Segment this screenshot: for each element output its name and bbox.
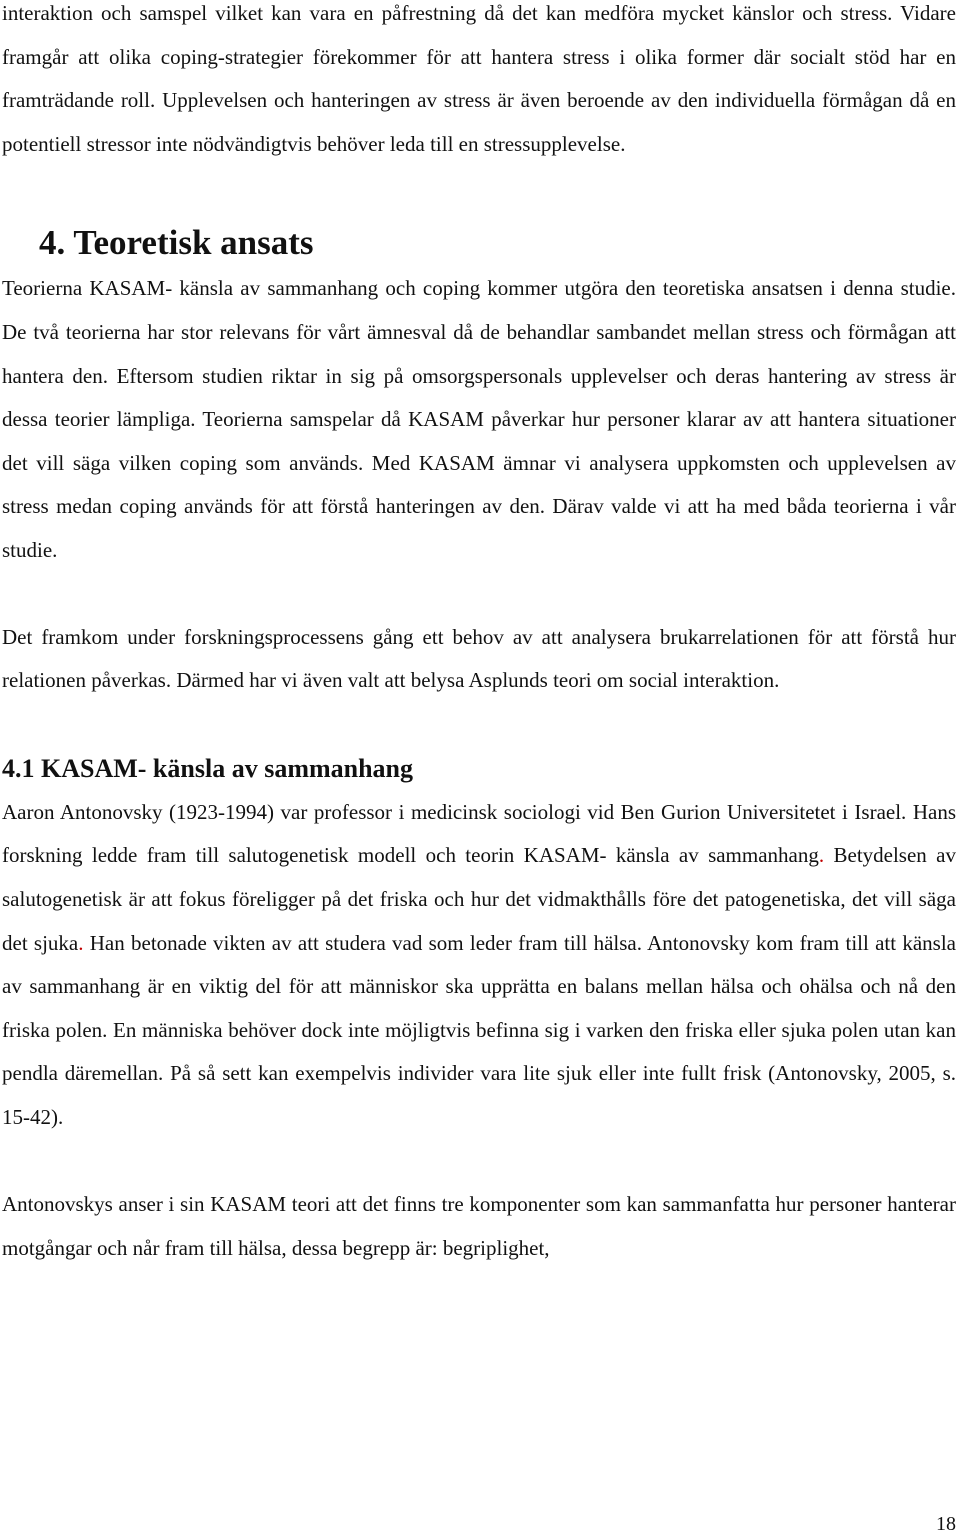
spacer — [2, 166, 956, 219]
heading-section-4: 4. Teoretisk ansats — [39, 223, 314, 263]
paragraph-intro: interaktion och samspel vilket kan vara en påfrestning då det kan medföra mycket känslor och stress. Vidare framgår att olika coping-strategier förekommer för att hantera stress i olika former där socialt stöd har en framträdande roll. Upplevelsen och hanteringen av stress är även beroende av den individuella förmågan då en potentiell stressor inte nödvändigtvis behöver leda till en stressupplevelse. — [2, 1, 956, 156]
paragraph-theory: Teorierna KASAM- känsla av sammanhang och coping kommer utgöra den teoretiska ansatsen i denna studie. De två teorierna har stor relevans för vårt ämnesval då de behandlar sambandet mellan stress och förmågan att hantera den. Eftersom studien riktar in sig på omsorgspersonals upplevelser och deras hantering av stress är dessa teorier lämpliga. Teorierna samspelar då KASAM påverkar hur personer klarar av att hantera situationer det vill säga vilken coping som används. Med KASAM ämnar vi analysera uppkomsten och upplevelsen av stress medan coping används för att förstå hanteringen av den. Därav valde vi att ha med båda teorierna i vår studie. — [2, 276, 956, 562]
spacer — [2, 703, 956, 747]
spacer — [2, 1139, 956, 1183]
page-number: 18 — [936, 1513, 956, 1535]
antonovsky-text-2: Betydelsen av salutogenetisk är att fokus föreligger på det friska och hur det vidmakthålls före det patogenetiska, det vill säga det sjuka — [2, 843, 956, 955]
period-mark: . — [818, 843, 825, 868]
paragraph-antonovsky — [2, 791, 956, 1140]
period-mark: . — [78, 930, 84, 955]
document-page — [2, 0, 956, 1271]
spacer — [2, 573, 956, 616]
paragraph-asplund: Det framkom under forskningsprocessens gång ett behov av att analysera brukarrelationen för att förstå hur relationen påverkas. Därmed har vi även valt att belysa Asplunds teori om social interaktion. — [2, 624, 956, 693]
antonovsky-text-1: Aaron Antonovsky (1923-1994) var professor i medicinsk sociologi vid Ben Gurion Universitetet i Israel. Hans forskning ledde fram till salutogenetisk modell och teorin KASAM- känsla av sammanhang — [2, 799, 956, 868]
heading-section-4-1: 4.1 KASAM- känsla av sammanhang — [2, 753, 414, 783]
antonovsky-text-3: Han betonade vikten av att studera vad som leder fram till hälsa. Antonovsky kom fram till att känsla av sammanhang är en viktig del för att människor ska upprätta en balans mellan hälsa och ohälsa och nå den friska polen. En människa behöver dock inte möjligtvis befinna sig i varken den friska eller sjuka polen utan kan pendla däremellan. På så sett kan exempelvis individer vara lite sjuk eller inte fullt frisk (Antonovsky, 2005, s. 15-42). — [2, 930, 956, 1129]
paragraph-components: Antonovskys anser i sin KASAM teori att det finns tre komponenter som kan sammanfatta hur personer hanterar motgångar och når fram till hälsa, dessa begrepp är: begriplighet, — [2, 1192, 956, 1261]
